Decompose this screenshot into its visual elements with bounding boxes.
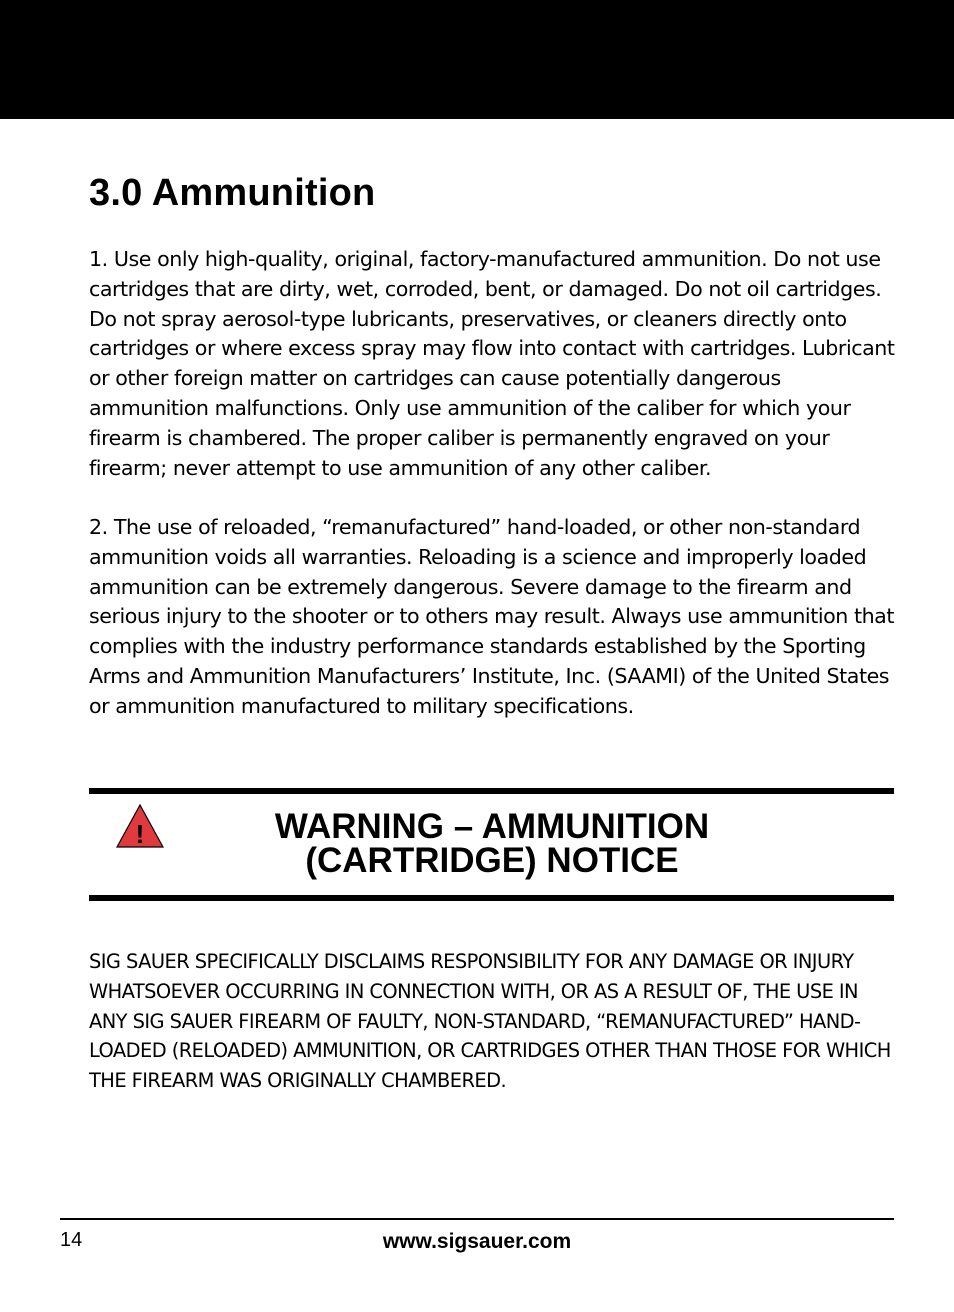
paragraph-reloaded-ammunition: 2. The use of reloaded, “remanufactured” hand-loaded, or other non-standard ammunition voids all warranties. Reloading is a science and improperly loaded ammunition can be extremely dangerous. Severe damage to the firearm and serious injury to the shooter or to others may result. Always use ammunition that complies with the industry performance standards established by the Sporting Arms and Ammunition Manufacturers’ Institute, Inc. (SAAMI) of the United States or ammunition manufactured to military specifications.: [89, 515, 894, 718]
warning-notice-text: SIG SAUER SPECIFICALLY DISCLAIMS RESPONSIBILITY FOR ANY DAMAGE OR INJURY WHATSOEVER OCCURRING IN CONNECTION WITH, OR AS A RESULT OF, THE USE IN ANY SIG SAUER FIREARM OF FAULTY, NON-STANDARD, “REMANUFACTURED” HAND-LOADED (RELOADED) AMMUNITION, OR CARTRIDGES OTHER THAN THOSE FOR WHICH THE FIREARM WAS ORIGINALLY CHAMBERED.: [89, 950, 891, 1093]
paragraph-ammunition-quality: 1. Use only high-quality, original, factory-manufactured ammunition. Do not use cartridges that are dirty, wet, corroded, bent, or damaged. Do not oil cartridges. Do not spray aerosol-type lubricants, preservatives, or cleaners directly onto cartridges or where excess spray may flow into contact with cartridges. Lubricant or other foreign matter on cartridges can cause potentially dangerous ammunition malfunctions. Only use ammunition of the caliber for which your firearm is chambered. The proper caliber is permanently engraved on your firearm; never attempt to use ammunition of any other caliber.: [89, 247, 895, 480]
page-number: 14: [60, 1229, 83, 1251]
warning-bottom-rule: [89, 895, 894, 901]
warning-triangle-icon: [116, 804, 164, 848]
warning-top-rule: [89, 788, 894, 794]
top-header-bar: [0, 0, 954, 119]
warning-heading: WARNING – AMMUNITION (CARTRIDGE) NOTICE: [274, 807, 710, 880]
warning-icon-glyph: !: [135, 819, 145, 848]
footer-website-link[interactable]: www.sigsauer.com: [382, 1230, 572, 1253]
section-title: 3.0 Ammunition: [89, 172, 376, 214]
footer-rule: [60, 1218, 894, 1220]
